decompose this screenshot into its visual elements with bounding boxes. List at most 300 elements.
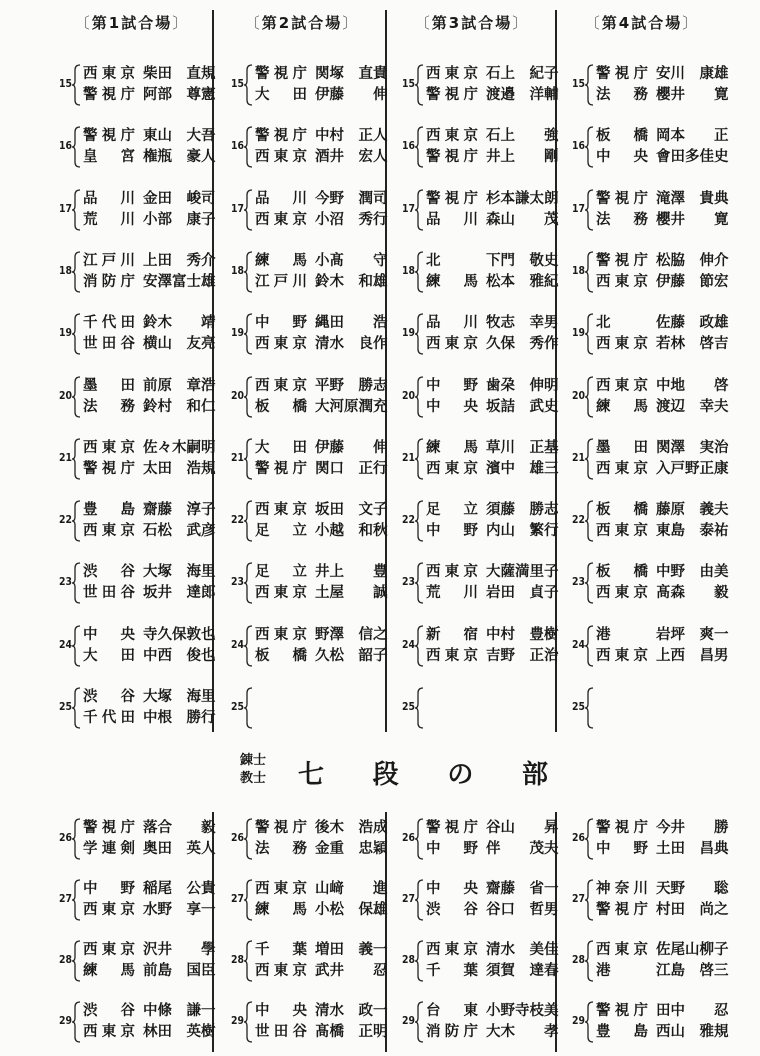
match-number: 16 (401, 139, 415, 153)
competitor-name: 入戸野正康 (656, 460, 729, 477)
competitor-line (83, 687, 216, 708)
competitor-name: 権瓶 豪人 (143, 149, 216, 166)
brace-icon (244, 376, 253, 418)
match-entry (222, 687, 388, 731)
competitor-name: 柴田 直規 (143, 66, 216, 82)
competitor-name: 藤原 義夫 (656, 502, 729, 519)
competitor-team: 警視庁 (426, 190, 478, 207)
competitor-team: 豊島 (596, 1024, 648, 1040)
brace-icon (585, 562, 594, 604)
bracket-brace (244, 438, 253, 480)
competitor-team: 西東京 (255, 626, 307, 643)
bracket-brace (72, 126, 81, 168)
competitor-line (255, 251, 388, 272)
brace-icon (244, 687, 253, 729)
match-entry (222, 189, 388, 233)
competitor-team: 西東京 (596, 273, 648, 290)
match-number: 29 (401, 1014, 415, 1027)
bracket-brace (415, 126, 424, 168)
match-number: 22 (571, 513, 585, 527)
brace-icon (72, 1001, 81, 1043)
competitor-line (596, 251, 729, 272)
competitor-name: 清水 良作 (315, 336, 388, 353)
bracket-brace (415, 313, 424, 355)
bracket-brace (72, 313, 81, 355)
competitor-name: 前島 国臣 (143, 963, 216, 979)
competitor-line (596, 64, 729, 85)
competitor-name: 濱中 雄三 (486, 460, 559, 477)
competitor-team: 世田谷 (255, 1024, 307, 1040)
competitor-team: 北 (426, 252, 441, 269)
competitor-name: 土屋 誠 (315, 585, 388, 602)
match-number: 25 (58, 700, 72, 713)
competitor-line (255, 334, 388, 355)
competitor-line (83, 272, 216, 293)
match-entry (50, 940, 216, 984)
match-entry (393, 940, 559, 984)
competitor-name: 松脇 伸介 (656, 252, 729, 269)
brace-icon (585, 64, 594, 106)
match-entry (222, 500, 388, 544)
match-entry (222, 313, 388, 357)
competitor-name: 天野 聡 (656, 881, 729, 897)
bracket-brace (244, 313, 253, 355)
bracket-brace (72, 562, 81, 604)
competitor-name: 鈴木 靖 (143, 315, 216, 332)
competitor-line (83, 313, 216, 334)
bracket-brace (244, 940, 253, 982)
brace-icon (585, 879, 594, 921)
competitor-line (596, 397, 729, 418)
match-entry (50, 687, 216, 731)
competitor-name: 吉野 正治 (486, 647, 559, 664)
competitor-name: 坂井 達郎 (143, 585, 216, 602)
competitor-team: 中央 (426, 881, 478, 897)
bracket-brace (585, 438, 594, 480)
competitor-team: 練馬 (255, 902, 307, 918)
competitor-team: 足立 (426, 502, 478, 519)
match-number: 21 (401, 450, 415, 464)
court-header-3: 〔第3試合場〕 (414, 14, 530, 32)
competitor-team: 中野 (255, 315, 307, 332)
brace-icon (585, 500, 594, 542)
competitor-name: 岩田 貞子 (486, 585, 559, 602)
competitor-name: 會田多佳史 (656, 149, 729, 166)
competitor-name: 中村 正人 (315, 128, 388, 145)
competitor-line (426, 272, 559, 293)
match-entry (563, 376, 729, 420)
competitor-team: 西東京 (596, 647, 648, 664)
brace-icon (585, 251, 594, 293)
match-number: 21 (58, 450, 72, 464)
match-number: 23 (571, 575, 585, 589)
competitor-team: 大田 (255, 439, 307, 456)
competitor-team: 板橋 (596, 128, 648, 145)
match-entry (393, 126, 559, 170)
brace-icon (585, 818, 594, 860)
competitor-name: 佐尾山柳子 (656, 942, 729, 958)
competitor-name: 森山 茂 (486, 211, 559, 228)
competitor-line (255, 961, 388, 982)
competitor-team: 板橋 (596, 502, 648, 519)
match-entry (393, 438, 559, 482)
competitor-line (426, 147, 559, 168)
competitor-name: 清水 政一 (315, 1003, 388, 1019)
brace-icon (585, 940, 594, 982)
competitor-team: 西東京 (426, 564, 478, 581)
competitor-name: 稲尾 公貴 (143, 881, 216, 897)
section-sub-line: 錬士 (240, 753, 267, 768)
brace-icon (72, 189, 81, 231)
competitor-line (83, 625, 216, 646)
competitor-line (83, 500, 216, 521)
competitor-team: 板橋 (596, 564, 648, 581)
match-number: 17 (58, 201, 72, 215)
bracket-brace (72, 625, 81, 667)
competitor-name: 岡本 正 (656, 128, 729, 145)
competitor-line (596, 500, 729, 521)
brace-icon (415, 940, 424, 982)
competitor-team: 千葉 (255, 942, 307, 958)
competitor-name: 櫻井 寛 (656, 211, 729, 228)
match-entry (563, 940, 729, 984)
brace-icon (585, 189, 594, 231)
bracket-brace (415, 251, 424, 293)
competitor-name: 伊藤 伸 (315, 439, 388, 456)
bracket-brace (72, 189, 81, 231)
match-number: 23 (401, 575, 415, 589)
match-entry (50, 500, 216, 544)
match-entry (222, 64, 388, 108)
brace-icon (415, 500, 424, 542)
match-number: 26 (230, 831, 244, 844)
competitor-name: 山﨑 進 (315, 881, 388, 897)
competitor-line (255, 1022, 388, 1043)
competitor-name: 東山 大吾 (143, 128, 216, 145)
brace-icon (244, 818, 253, 860)
competitor-team: 警視庁 (83, 128, 135, 145)
competitor-team: 練馬 (426, 273, 478, 290)
competitor-line (426, 900, 559, 921)
competitor-team: 世田谷 (83, 336, 135, 353)
bracket-brace (72, 500, 81, 542)
bracket-brace (415, 687, 424, 729)
brace-icon (244, 879, 253, 921)
match-number: 23 (58, 575, 72, 589)
competitor-team: 西東京 (255, 211, 307, 228)
competitor-line (426, 500, 559, 521)
competitor-line (83, 839, 216, 860)
match-entry (393, 1001, 559, 1045)
match-entry (222, 251, 388, 295)
competitor-name: 松本 雅紀 (486, 273, 559, 290)
match-entry (393, 500, 559, 544)
competitor-team: 警視庁 (426, 820, 478, 836)
competitor-team: 西東京 (596, 942, 648, 958)
match-number: 16 (571, 139, 585, 153)
match-number: 28 (571, 953, 585, 966)
competitor-name: 前原 章浩 (143, 377, 216, 394)
brace-icon (585, 625, 594, 667)
match-entry (563, 500, 729, 544)
competitor-team: 板橋 (255, 398, 307, 415)
bracket-brace (72, 251, 81, 293)
match-number: 18 (571, 263, 585, 277)
match-entry (393, 189, 559, 233)
competitor-line (255, 687, 388, 708)
brace-icon (72, 251, 81, 293)
competitor-team: 警視庁 (83, 87, 135, 103)
competitor-team: 警視庁 (255, 66, 307, 82)
competitor-team: 法務 (255, 841, 307, 857)
competitor-name: 須藤 勝志 (486, 502, 559, 519)
competitor-line (426, 85, 559, 106)
competitor-name: 鈴木 和雄 (315, 273, 388, 290)
court-header-1: 〔第1試合場〕 (74, 14, 190, 32)
competitor-team: 西東京 (596, 460, 648, 477)
competitor-name: 金田 峻司 (143, 190, 216, 207)
competitor-name: 平野 勝志 (315, 377, 388, 394)
match-entry (393, 251, 559, 295)
match-number: 27 (58, 892, 72, 905)
competitor-line (596, 1022, 729, 1043)
bracket-brace (244, 687, 253, 729)
competitor-line (596, 839, 729, 860)
competitor-name: 太田 浩規 (143, 460, 216, 477)
bracket-brace (415, 189, 424, 231)
competitor-team: 消防庁 (426, 1024, 478, 1040)
competitor-name: 阿部 尊憲 (143, 87, 216, 103)
competitor-line (255, 839, 388, 860)
competitor-line (83, 64, 216, 85)
competitor-line (83, 438, 216, 459)
competitor-name: 伊藤 伸 (315, 87, 388, 103)
brace-icon (72, 376, 81, 418)
brace-icon (415, 313, 424, 355)
competitor-team: 練馬 (83, 963, 135, 979)
competitor-name: 落合 毅 (143, 820, 216, 836)
competitor-team: 西東京 (255, 502, 307, 519)
competitor-line (255, 818, 388, 839)
competitor-name: 大塚 海里 (143, 564, 216, 581)
competitor-team: 中央 (255, 1003, 307, 1019)
court-header-label: 第4試合場 (601, 14, 683, 32)
brace-icon (72, 64, 81, 106)
brace-icon (415, 126, 424, 168)
competitor-line (255, 210, 388, 231)
competitor-line (596, 583, 729, 604)
competitor-line (255, 708, 388, 729)
competitor-line (596, 900, 729, 921)
competitor-line (83, 376, 216, 397)
competitor-name: 中西 俊也 (143, 647, 216, 664)
brace-icon (415, 438, 424, 480)
bracket-brace (244, 500, 253, 542)
match-number: 28 (58, 953, 72, 966)
competitor-line (83, 210, 216, 231)
competitor-team: 豊島 (83, 502, 135, 519)
court-header-2: 〔第2試合場〕 (244, 14, 360, 32)
match-entry (50, 64, 216, 108)
competitor-team: 西東京 (596, 585, 648, 602)
bracket-brace (244, 1001, 253, 1043)
competitor-line (255, 85, 388, 106)
brace-icon (244, 562, 253, 604)
competitor-line (596, 438, 729, 459)
brace-icon (244, 1001, 253, 1043)
competitor-name: 大薩満里子 (486, 564, 559, 581)
bracket-brace (415, 438, 424, 480)
match-number: 27 (401, 892, 415, 905)
competitor-team: 西東京 (255, 881, 307, 897)
competitor-line (426, 940, 559, 961)
match-number: 29 (571, 1014, 585, 1027)
competitor-team: 練馬 (596, 398, 648, 415)
match-entry (50, 189, 216, 233)
competitor-line (83, 459, 216, 480)
competitor-name: 岩坪 爽一 (656, 626, 729, 643)
bracket-brace (72, 1001, 81, 1043)
competitor-team: 西東京 (83, 439, 135, 456)
competitor-name: 久松 韶子 (315, 647, 388, 664)
match-entry (393, 64, 559, 108)
competitor-team: 西東京 (83, 1024, 135, 1040)
court-header-label: 第1試合場 (91, 14, 173, 32)
match-entry (50, 438, 216, 482)
bracket-brace (244, 818, 253, 860)
bracket-brace (585, 64, 594, 106)
bracket-brace (72, 64, 81, 106)
competitor-line (83, 521, 216, 542)
competitor-line (83, 147, 216, 168)
match-entry (393, 818, 559, 862)
competitor-line (426, 251, 559, 272)
competitor-team: 警視庁 (596, 1003, 648, 1019)
competitor-name: 今野 潤司 (315, 190, 388, 207)
brace-icon (244, 313, 253, 355)
brace-icon (415, 1001, 424, 1043)
competitor-team: 江戸川 (83, 252, 135, 269)
competitor-line (83, 189, 216, 210)
competitor-line (596, 126, 729, 147)
competitor-name: 石上 強 (486, 128, 559, 145)
match-number: 19 (230, 326, 244, 340)
match-number: 25 (401, 700, 415, 713)
match-number: 19 (571, 326, 585, 340)
bracket-brace (415, 64, 424, 106)
competitor-name: 横山 友亮 (143, 336, 216, 353)
competitor-line (596, 189, 729, 210)
brace-icon (244, 438, 253, 480)
bracket-brace (244, 562, 253, 604)
competitor-name: 草川 正基 (486, 439, 559, 456)
bracket-brace (415, 940, 424, 982)
brace-icon (244, 64, 253, 106)
competitor-team: 中野 (426, 523, 478, 540)
match-entry (563, 625, 729, 669)
competitor-team: 港 (596, 626, 611, 643)
brace-icon (585, 376, 594, 418)
competitor-line (83, 126, 216, 147)
brace-icon (72, 562, 81, 604)
bracket-brace (244, 376, 253, 418)
competitor-line (426, 583, 559, 604)
competitor-team: 警視庁 (596, 252, 648, 269)
bracket-brace (72, 818, 81, 860)
competitor-line (426, 189, 559, 210)
brace-icon (72, 940, 81, 982)
competitor-team: 足立 (255, 564, 307, 581)
competitor-team: 西東京 (426, 647, 478, 664)
competitor-team: 消防庁 (83, 273, 135, 290)
competitor-team: 練馬 (255, 252, 307, 269)
competitor-line (596, 147, 729, 168)
match-number: 26 (58, 831, 72, 844)
competitor-team: 中央 (426, 398, 478, 415)
bracket-brace (244, 879, 253, 921)
match-entry (563, 251, 729, 295)
competitor-name: 滝澤 貴典 (656, 190, 729, 207)
match-number: 25 (230, 700, 244, 713)
competitor-name: 上西 昌男 (656, 647, 729, 664)
competitor-line (255, 940, 388, 961)
competitor-team: 警視庁 (83, 820, 135, 836)
competitor-name: 大木 孝 (486, 1024, 559, 1040)
competitor-line (426, 708, 559, 729)
competitor-line (596, 85, 729, 106)
competitor-name: 小松 保雄 (315, 902, 388, 918)
competitor-name: 齋藤 省一 (486, 881, 559, 897)
competitor-team: 警視庁 (426, 149, 478, 166)
competitor-name: 縄田 浩 (315, 315, 388, 332)
match-entry (50, 625, 216, 669)
bracket-brace (585, 313, 594, 355)
match-number: 20 (230, 388, 244, 402)
match-number: 15 (401, 77, 415, 90)
match-entry (222, 126, 388, 170)
competitor-name: 増田 義一 (315, 942, 388, 958)
competitor-team: 中野 (426, 841, 478, 857)
competitor-line (426, 210, 559, 231)
bracket-brace (585, 376, 594, 418)
brace-icon (72, 313, 81, 355)
competitor-line (596, 625, 729, 646)
competitor-name: 齋藤 淳子 (143, 502, 216, 519)
competitor-name: 清水 美佳 (486, 942, 559, 958)
competitor-line (426, 562, 559, 583)
bracket-brace (415, 625, 424, 667)
competitor-name: 渡邉 洋輔 (486, 87, 559, 103)
competitor-name: 小沼 秀行 (315, 211, 388, 228)
bracket-brace (72, 376, 81, 418)
competitor-team: 品川 (255, 190, 307, 207)
competitor-team: 世田谷 (83, 585, 135, 602)
bracket-brace (415, 500, 424, 542)
match-number: 22 (58, 513, 72, 527)
match-number: 26 (401, 831, 415, 844)
competitor-line (426, 313, 559, 334)
column-divider (385, 10, 387, 732)
brace-icon (585, 126, 594, 168)
bracket-brace (415, 879, 424, 921)
competitor-line (83, 900, 216, 921)
match-entry (563, 64, 729, 108)
competitor-line (83, 583, 216, 604)
column-divider (212, 10, 214, 732)
competitor-team: 中野 (596, 841, 648, 857)
match-number: 28 (401, 953, 415, 966)
competitor-line (426, 1001, 559, 1022)
